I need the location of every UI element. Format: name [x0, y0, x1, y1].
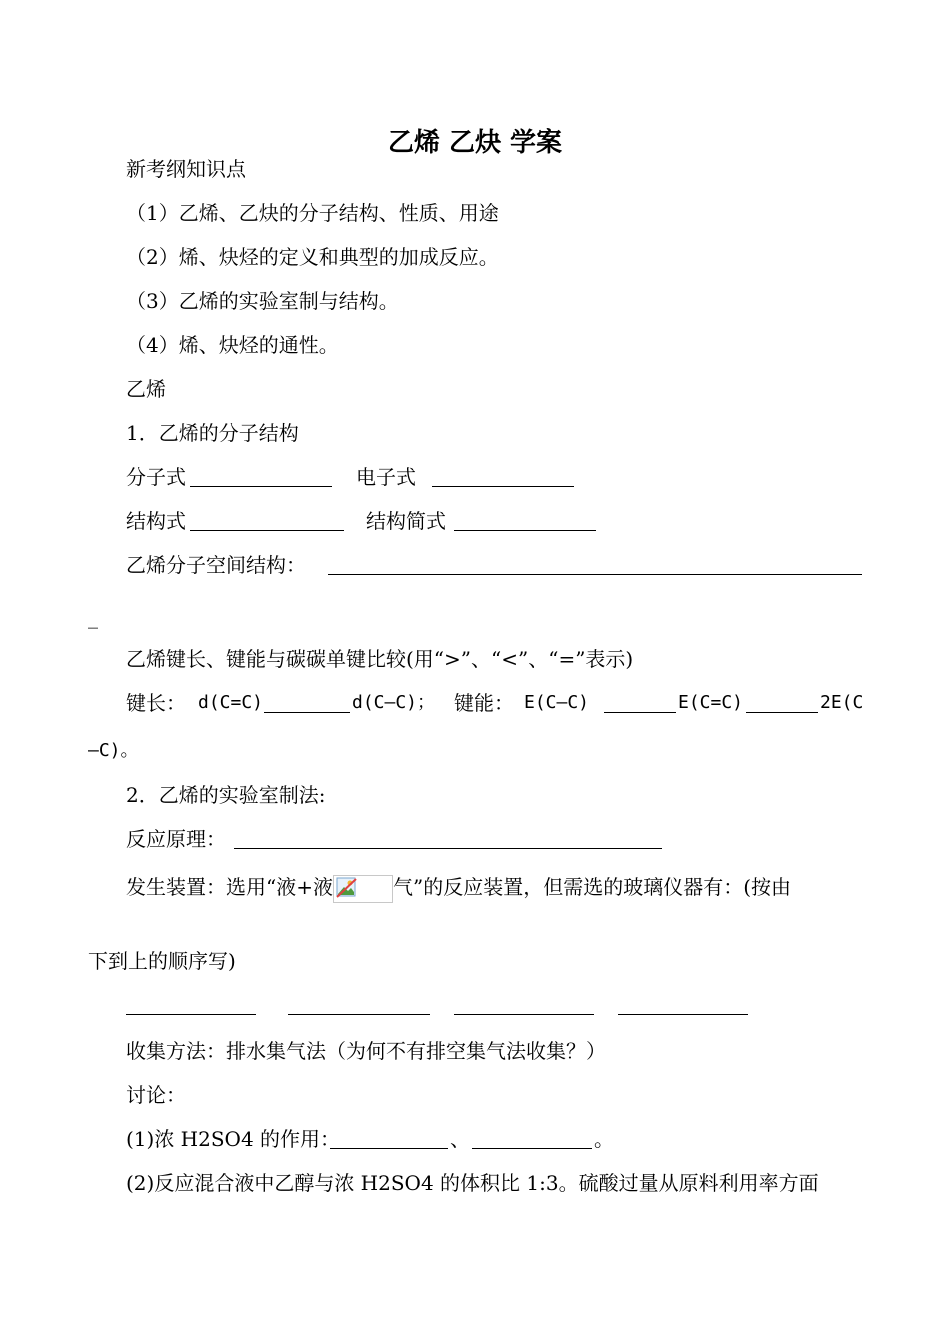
formula-blank[interactable]: [190, 486, 332, 487]
simple-structure-blank[interactable]: [454, 530, 596, 531]
document-title: 乙烯 乙炔 学案: [387, 128, 563, 158]
space-structure-tail: _: [88, 605, 98, 629]
device-tail: 下到上的顺序写): [88, 949, 236, 973]
outline-heading: 新考纲知识点: [126, 157, 246, 181]
broken-image-icon: [333, 875, 393, 903]
bond-compare-line: 乙烯键长、键能与碳碳单键比较(用“>”、“<”、“=”表示): [126, 647, 634, 671]
electron-label: 电子式: [356, 465, 416, 489]
outline-item-3: （3）乙烯的实验室制与结构。: [126, 289, 399, 313]
instrument-blank-3[interactable]: [454, 1014, 594, 1015]
heading-lab-preparation: 2．乙烯的实验室制法:: [126, 783, 326, 807]
bond-e1: E(C—C): [524, 692, 590, 713]
bond-e2: E(C=C): [678, 692, 744, 713]
section-ethylene: 乙烯: [126, 377, 166, 401]
bond-d1: d(C=C): [198, 692, 264, 713]
simple-structure-label: 结构简式: [366, 509, 446, 533]
outline-item-4: （4）烯、炔烃的通性。: [126, 333, 339, 357]
device-text-a: 发生装置：选用“液+液: [126, 875, 333, 899]
principle-label: 反应原理：: [126, 827, 226, 851]
formula-label: 分子式: [126, 465, 186, 489]
space-structure-label: 乙烯分子空间结构：: [126, 553, 306, 577]
structure-label: 结构式: [126, 509, 186, 533]
question-1-end: 。: [594, 1127, 614, 1151]
structure-blank[interactable]: [190, 530, 344, 531]
question-1-separator: 、: [450, 1127, 470, 1151]
bond-e3: 2E(C: [820, 692, 864, 713]
collection-method: 收集方法：排水集气法（为何不有排空集气法收集？）: [126, 1039, 606, 1063]
question-1-label: (1)浓 H2SO4 的作用：: [126, 1127, 341, 1151]
electron-blank[interactable]: [432, 486, 574, 487]
bond-length-blank[interactable]: [264, 712, 350, 713]
bond-energy-label: 键能：: [454, 691, 514, 715]
device-line: [126, 874, 791, 903]
instrument-blank-2[interactable]: [288, 1014, 430, 1015]
bond-tail: —C)。: [88, 740, 139, 761]
heading-molecular-structure: 1．乙烯的分子结构: [126, 421, 299, 445]
bond-d2: d(C—C)；: [352, 692, 436, 713]
space-structure-blank[interactable]: [328, 574, 862, 575]
device-text-b: 气”的反应装置，但需选的玻璃仪器有：(按由: [392, 875, 792, 899]
instrument-blank-1[interactable]: [126, 1014, 256, 1015]
instrument-blank-4[interactable]: [618, 1014, 748, 1015]
bond-length-label: 键长：: [126, 691, 186, 715]
outline-item-2: （2）烯、炔烃的定义和典型的加成反应。: [126, 245, 499, 269]
outline-item-1: （1）乙烯、乙炔的分子结构、性质、用途: [126, 201, 499, 225]
bond-energy-blank-2[interactable]: [746, 712, 818, 713]
bond-energy-blank-1[interactable]: [604, 712, 676, 713]
question-1-blank-2[interactable]: [472, 1148, 592, 1149]
question-2: (2)反应混合液中乙醇与浓 H2SO4 的体积比 1:3。硫酸过量从原料利用率方面: [126, 1171, 819, 1195]
principle-blank[interactable]: [234, 848, 662, 849]
discussion-heading: 讨论：: [126, 1083, 186, 1107]
question-1-blank-1[interactable]: [330, 1148, 448, 1149]
